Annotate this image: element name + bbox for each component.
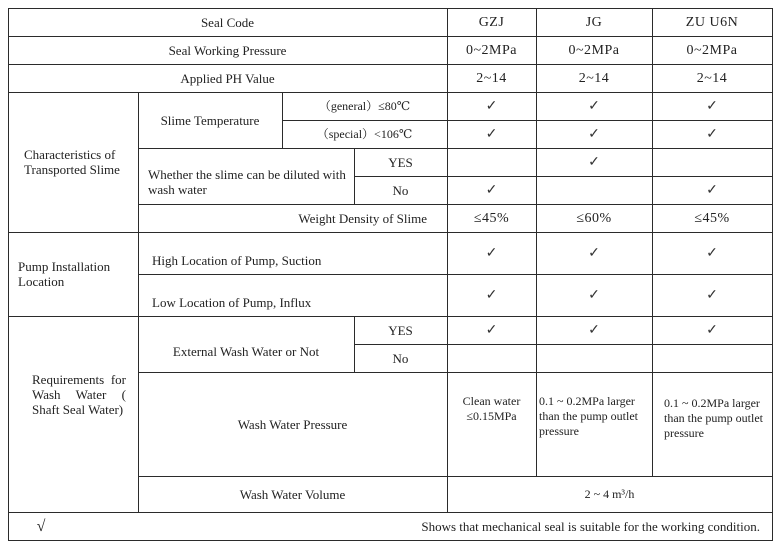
check-mark: ✓ [706,182,718,198]
density-value: ≤45% [694,210,730,226]
density-value: ≤60% [576,210,612,226]
ph-value: 2~14 [578,70,610,86]
check-mark: ✓ [485,245,498,261]
external-wash-label: External Wash Water or Not [172,343,320,359]
wash-volume-label: Wash Water Volume [239,486,346,502]
check-mark [652,344,772,372]
check-mark [447,344,536,372]
check-mark: ✓ [485,287,498,303]
pump-low-label: Low Location of Pump, Influx [152,294,312,310]
check-mark: ✓ [706,98,718,114]
check-mark: ✓ [706,322,718,338]
dilute-label: Whether the slime can be diluted with wash water [148,167,346,197]
check-mark [536,344,652,372]
ph-value: 2~14 [696,70,728,86]
check-mark: ✓ [485,98,498,114]
check-mark: ✓ [588,154,600,170]
wash-pressure-value: Clean water ≤0.15MPa [462,394,521,423]
working-pressure-value: 0~2MPa [465,42,518,58]
check-mark: ✓ [588,287,600,303]
grid-line [772,8,773,541]
legend-text: Shows that mechanical seal is suitable for the working condition. [421,518,760,534]
check-mark: ✓ [485,126,498,142]
seal-code-zuu6n: ZU U6N [685,14,739,30]
dilute-yes-label: YES [388,154,413,170]
check-mark [652,148,772,176]
wash-pressure-value: 0.1 ~ 0.2MPa larger than the pump outlet pressure [664,396,763,440]
working-pressure-label: Seal Working Pressure [168,42,287,58]
external-no-label: No [392,350,409,366]
dilute-no-label: No [392,182,409,198]
legend-check-symbol: √ [36,517,46,535]
check-mark: ✓ [706,126,718,142]
check-mark: ✓ [588,98,600,114]
density-value: ≤45% [473,210,510,226]
check-mark: ✓ [485,182,498,198]
check-mark: ✓ [706,245,718,261]
seal-code-gzj: GZJ [478,14,505,30]
check-mark: ✓ [588,322,600,338]
check-mark: ✓ [588,245,600,261]
external-yes-label: YES [388,322,413,338]
slime-group-label: Characteristics of Transported Slime [24,147,120,177]
grid-line [8,540,772,541]
pump-high-label: High Location of Pump, Suction [152,252,322,268]
ph-value: 2~14 [476,70,507,86]
seal-code-label: Seal Code [200,14,255,30]
temp-special-label: （special）<106℃ [316,126,413,141]
density-label: Weight Density of Slime [298,210,427,226]
check-mark [536,176,652,204]
working-pressure-value: 0~2MPa [686,42,738,58]
check-mark: ✓ [485,322,498,338]
slime-temperature-label: Slime Temperature [160,112,260,128]
pump-group-label: Pump Installation Location [18,259,111,289]
check-mark [447,148,536,176]
wash-pressure-label: Wash Water Pressure [237,416,348,432]
temp-general-label: （general）≤80℃ [318,98,411,113]
wash-volume-value: 2 ~ 4 m³/h [584,486,635,501]
wash-group-label: Requirements for Wash Water ( Shaft Seal Water) [32,372,126,417]
check-mark: ✓ [706,287,718,303]
seal-code-jg: JG [585,14,603,30]
wash-pressure-value: 0.1 ~ 0.2MPa larger than the pump outlet pressure [539,394,638,438]
working-pressure-value: 0~2MPa [568,42,620,58]
check-mark: ✓ [588,126,600,142]
ph-label: Applied PH Value [180,70,275,86]
